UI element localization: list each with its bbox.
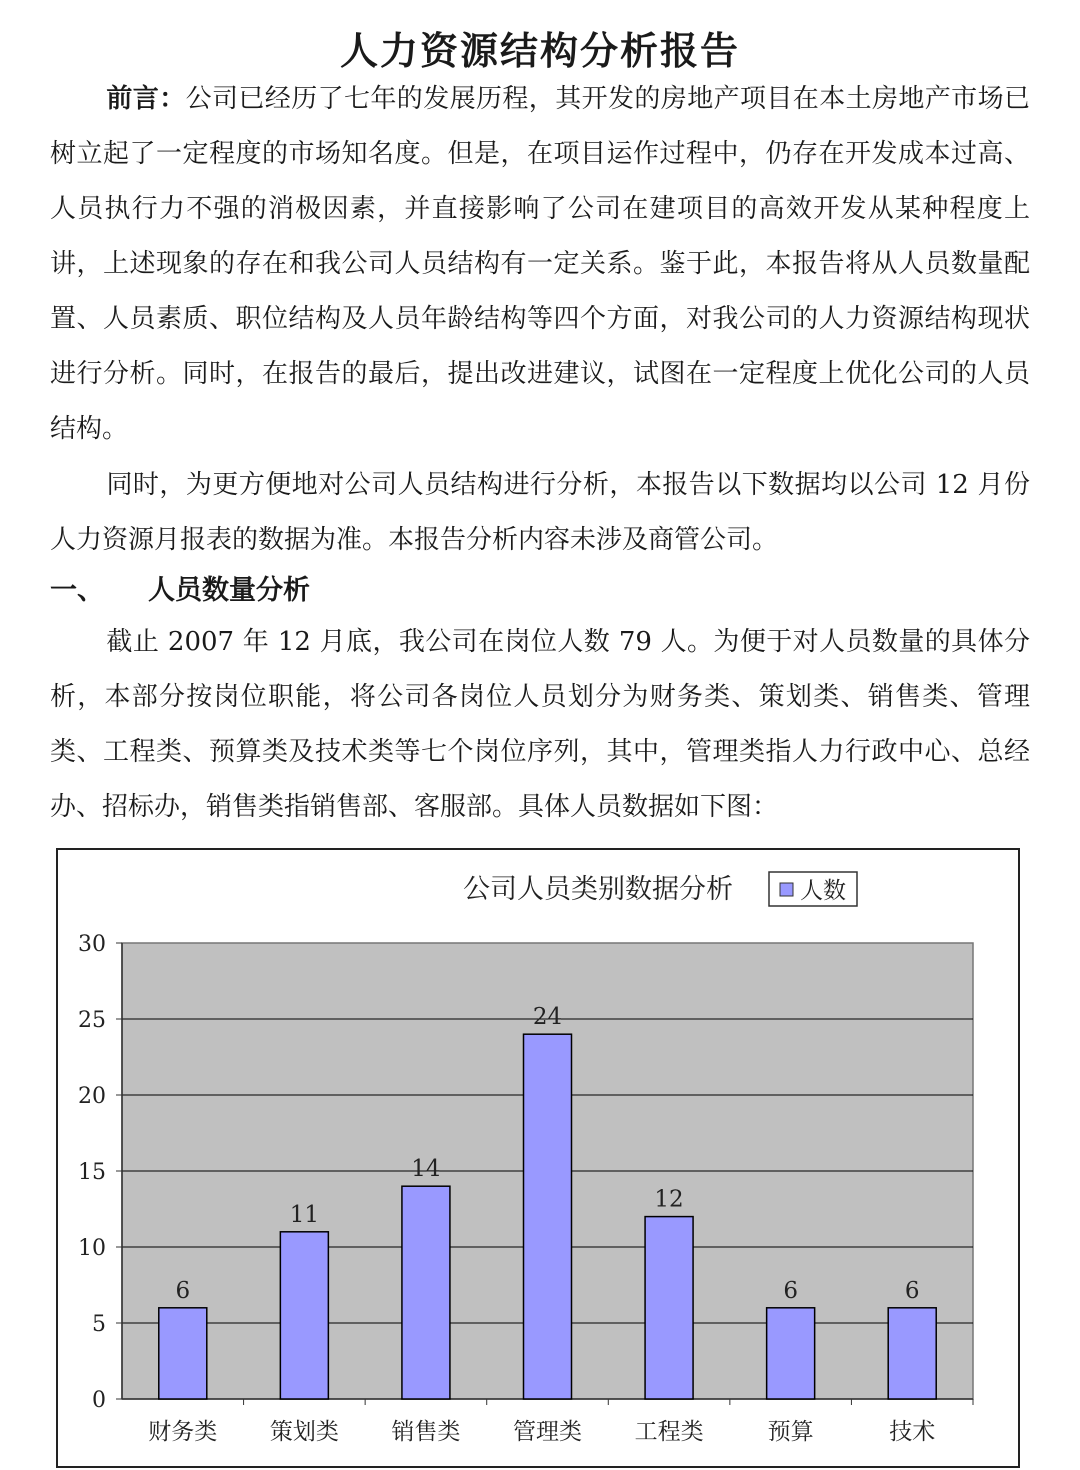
legend-swatch xyxy=(780,883,793,896)
data-label: 6 xyxy=(783,1277,798,1304)
bar xyxy=(402,1186,450,1399)
x-tick-label: 销售类 xyxy=(391,1419,461,1445)
data-source-text: 同时，为更方便地对公司人员结构进行分析，本报告以下数据均以公司 12 月份人力资源月报表的数据为准。本报告分析内容未涉及商管公司。 xyxy=(50,470,1030,555)
data-label: 6 xyxy=(904,1277,920,1304)
preface-paragraph xyxy=(50,72,1030,457)
y-tick-label: 0 xyxy=(92,1388,106,1413)
section-heading xyxy=(50,568,310,607)
bar xyxy=(888,1308,936,1399)
chart-title: 公司人员类别数据分析 xyxy=(463,874,733,905)
data-label: 11 xyxy=(289,1201,319,1228)
y-tick-label: 10 xyxy=(78,1236,106,1261)
x-tick-label: 技术 xyxy=(889,1419,936,1445)
y-tick-label: 20 xyxy=(78,1084,106,1109)
bar-chart xyxy=(58,850,1018,1466)
preface-label: 前言： xyxy=(106,84,186,114)
bar xyxy=(280,1232,328,1399)
bar xyxy=(524,1034,572,1399)
y-tick-label: 15 xyxy=(78,1160,106,1185)
data-label: 12 xyxy=(654,1186,684,1213)
x-tick-label: 预算 xyxy=(767,1419,814,1445)
y-tick-label: 5 xyxy=(92,1312,106,1337)
y-tick-label: 25 xyxy=(78,1008,106,1033)
section-number: 一、 xyxy=(50,575,104,606)
legend-label: 人数 xyxy=(800,878,846,904)
chart-container xyxy=(56,848,1020,1468)
document-title: 人力资源结构分析报告 xyxy=(339,29,740,73)
bar xyxy=(645,1217,693,1399)
x-tick-label: 管理类 xyxy=(513,1419,582,1445)
y-tick-label: 30 xyxy=(78,932,106,957)
plot-area xyxy=(78,932,973,1445)
x-tick-label: 财务类 xyxy=(148,1419,218,1445)
x-tick-label: 工程类 xyxy=(634,1419,704,1445)
headcount-text: 截止 2007 年 12 月底，我公司在岗位人数 79 人。为便于对人员数量的具体分析，本部分按岗位职能，将公司各岗位人员划分为财务类、策划类、销售类、管理类、工程类、预算类及技术类等七个岗位序列，其中，管理类指人力行政中心、总经办、招标办，销售类指销售部、客服部。具体人员数据如下图： xyxy=(50,627,1030,822)
x-tick-label: 策划类 xyxy=(269,1419,339,1445)
bar xyxy=(159,1308,207,1399)
preface-text: 公司已经历了七年的发展历程，其开发的房地产项目在本土房地产市场已树立起了一定程度的市场知名度。但是，在项目运作过程中，仍存在开发成本过高、人员执行力不强的消极因素，并直接影响了公司在建项目的高效开发从某种程度上讲，上述现象的存在和我公司人员结构有一定关系。鉴于此，本报告将从人员数量配置、人员素质、职位结构及人员年龄结构等四个方面，对我公司的人力资源结构现状进行分析。同时，在报告的最后，提出改进建议，试图在一定程度上优化公司的人员结构。 xyxy=(50,84,1030,444)
data-label: 6 xyxy=(175,1277,191,1304)
data-label: 14 xyxy=(411,1156,441,1183)
data-source-paragraph xyxy=(50,458,1030,568)
chart-legend xyxy=(769,872,857,906)
headcount-paragraph xyxy=(50,615,1030,835)
section-title: 人员数量分析 xyxy=(148,575,310,606)
data-label: 24 xyxy=(532,1004,563,1031)
bar xyxy=(767,1308,815,1399)
